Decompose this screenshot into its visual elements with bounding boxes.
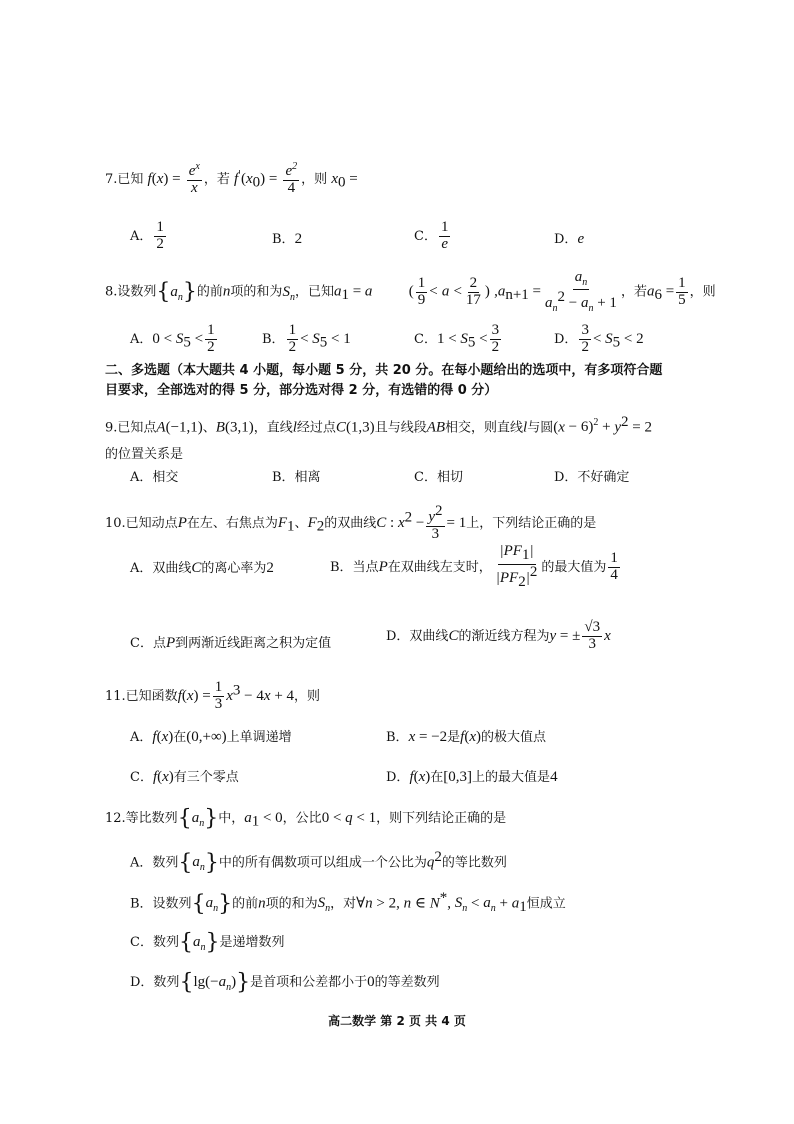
question-10-stem: 10.已知动点P在左、右焦点为$F_1$、$F_2$的双曲线C : $x^2$ − $\frac{y^2}{3}$ = 1上，下列结论正确的是 <box>105 503 597 542</box>
page-footer: 高二数学 第 2 页 共 4 页 <box>328 1014 466 1028</box>
question-9-stem: 9.已知点A(−1,1)、B(3,1)，直线l经过点C(1,3)且与线段AB相交，则直线l与圆$(x - 6)^2 + y^2 = 2$ <box>105 414 652 436</box>
question-12-stem: 12.等比数列$\{a_n\}$中，$a_1 < 0$，公比0 < q < 1，则下列结论正确的是 <box>105 806 507 831</box>
q12-option-c[interactable]: C．数列$\{a_n\}$是递增数列 <box>130 930 285 955</box>
q11-option-d[interactable]: D．f(x)在[0,3]上的最大值是4 <box>386 769 558 785</box>
q10-option-d[interactable]: D．双曲线C的渐近线方程为y = ± $\frac{√3}{3}$ x <box>386 619 611 652</box>
fraction-ex-over-x: $\frac{e^x}{x}$ <box>188 161 200 196</box>
q12-option-d[interactable]: D．数列$\{\lg(-a_n)\}$是首项和公差都小于0的等差数列 <box>130 970 440 995</box>
q10-option-a[interactable]: A．双曲线C的离心率为2 <box>130 560 274 576</box>
q8-option-b[interactable]: B． $\frac{1}{2}$ < $S_5 < 1$ <box>262 322 351 355</box>
q8-option-a[interactable]: A．$0 < S_5$ < $\frac{1}{2}$ <box>130 322 215 355</box>
q7-option-d[interactable]: D．e <box>554 231 585 247</box>
question-11-stem: 11.已知函数f(x) = $\frac{1}{3}$ $x^3 - 4x + 4$，则 <box>105 679 321 712</box>
q9-option-b[interactable]: B．相离 <box>272 470 321 485</box>
q9-option-c[interactable]: C．相切 <box>414 470 463 485</box>
q7-option-b[interactable]: B．2 <box>272 231 303 247</box>
q8-option-d[interactable]: D． $\frac{3}{2}$ < $S_5 < 2$ <box>554 322 644 355</box>
question-7-stem: 7.已知 f(x) = $\frac{e^x}{x}$ ，若 $f'(x_0)$ = $\frac{e^2}{4}$ ，则 $x_0$ = <box>105 161 358 196</box>
fraction-e2-over-4: $\frac{e^2}{4}$ <box>285 161 298 196</box>
q12-option-b[interactable]: B．设数列$\{a_n\}$的前n项的和为$S_n$，对∀n > 2, n ∈ N*, $S_n < a_n + a_1$恒成立 <box>130 890 566 917</box>
section-2-header: 二、多选题（本大题共 4 小题，每小题 5 分，共 20 分。在每小题给出的选项中，有多项符合题 目要求，全部选对的得 5 分，部分选对得 2 分，有选错的得 0 分） <box>105 363 663 398</box>
q7-option-a[interactable]: A． $\frac{1}{2}$ <box>130 219 164 252</box>
q11-option-a[interactable]: A．f(x)在(0,+∞)上单调递增 <box>130 729 292 745</box>
q12-option-a[interactable]: A．数列$\{a_n\}$中的所有偶数项可以组成一个公比为$q^2$的等比数列 <box>130 849 507 876</box>
q11-option-b[interactable]: B．x = −2是f(x)的极大值点 <box>386 729 547 745</box>
q10-option-b[interactable]: B．当点P在双曲线左支时， $\frac{|PF_1|}{|PF_2|^2}$ 的最大值为 $\frac{1}{4}$ <box>330 543 618 590</box>
q11-option-c[interactable]: C．f(x)有三个零点 <box>130 769 239 785</box>
q10-option-c[interactable]: C．点P到两渐近线距离之积为定值 <box>130 635 332 651</box>
formula-f-def: f <box>147 170 152 187</box>
question-8-stem: 8.设数列$\{a_n\}$的前n项的和为$S_n$，已知$a_1 = a$ ( $\frac{1}{9}$ < a < $\frac{2}{17}$ ) $,a_{n+1}$ = $\frac{a_n}{a_n^2 - a_n + 1}$ ，若$a_6$ = $\frac{1}{5}$ ，则 <box>105 269 716 314</box>
q8-option-c[interactable]: C．$1 < S_5$ < $\frac{3}{2}$ <box>414 322 500 355</box>
q9-option-d[interactable]: D．不好确定 <box>554 470 630 485</box>
q9-option-a[interactable]: A．相交 <box>130 470 179 485</box>
question-9-stem-line2: 的位置关系是 <box>105 447 184 462</box>
q7-option-c[interactable]: C． $\frac{1}{e}$ <box>414 219 449 252</box>
